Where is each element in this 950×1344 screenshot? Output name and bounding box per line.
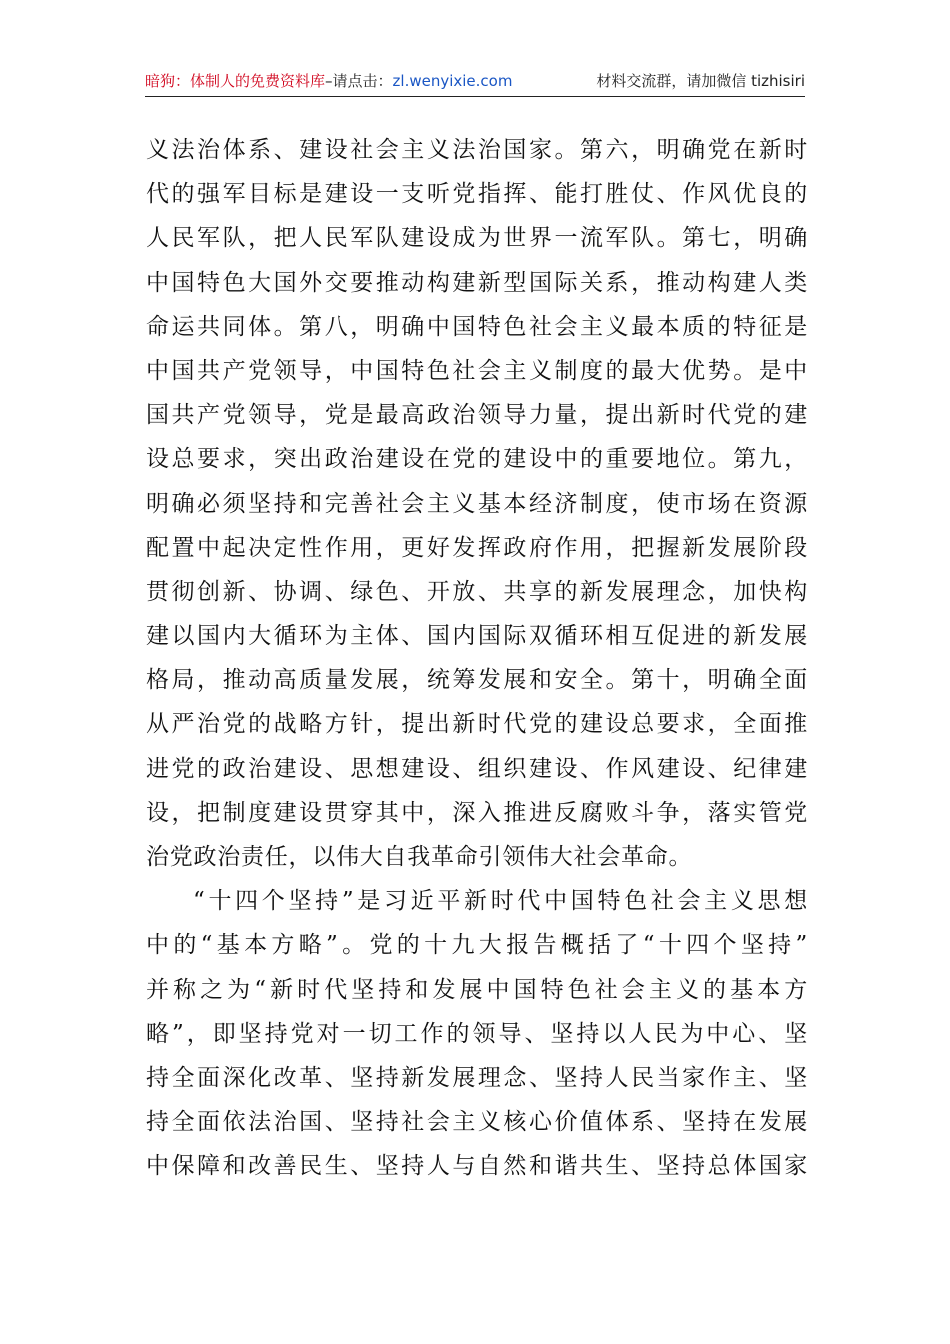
- text-line: 进党的政治建设、思想建设、组织建设、作风建设、纪律建: [146, 755, 808, 782]
- text-line-paragraph-end: 治党政治责任，以伟大自我革命引领伟大社会革命。: [146, 844, 693, 870]
- text-line: 明确必须坚持和完善社会主义基本经济制度，使市场在资源: [146, 490, 808, 517]
- text-line: 持全面深化改革、坚持新发展理念、坚持人民当家作主、坚: [146, 1064, 808, 1091]
- document-body: [146, 128, 808, 1189]
- click-prompt: –请点击：: [325, 72, 393, 90]
- text-line: 代的强军目标是建设一支听党指挥、能打胜仗、作风优良的: [146, 181, 808, 208]
- text-line: 并称之为“新时代坚持和发展中国特色社会主义的基本方: [146, 976, 808, 1003]
- site-url-link[interactable]: zl.wenyixie.com: [392, 72, 513, 90]
- text-line: 格局，推动高质量发展，统筹发展和安全。第十，明确全面: [146, 667, 808, 694]
- text-line: 中的“基本方略”。党的十九大报告概括了“十四个坚持”: [146, 932, 808, 959]
- header-left: [145, 70, 512, 92]
- text-line: 从严治党的战略方针，提出新时代党的建设总要求，全面推: [146, 711, 808, 738]
- text-line: 略”，即坚持党对一切工作的领导、坚持以人民为中心、坚: [146, 1020, 808, 1047]
- page-header: [145, 70, 805, 97]
- text-line: 中保障和改善民生、坚持人与自然和谐共生、坚持总体国家: [146, 1153, 808, 1180]
- wechat-note: 材料交流群，请加微信 tizhisiri: [596, 72, 805, 90]
- text-line: 设总要求，突出政治建设在党的建设中的重要地位。第九，: [146, 446, 808, 473]
- text-line: 中国特色大国外交要推动构建新型国际关系，推动构建人类: [146, 269, 808, 296]
- text-line: 持全面依法治国、坚持社会主义核心价值体系、坚持在发展: [146, 1109, 808, 1136]
- text-line: 中国共产党领导，中国特色社会主义制度的最大优势。是中: [146, 357, 808, 384]
- text-line: 配置中起决定性作用，更好发挥政府作用，把握新发展阶段: [146, 534, 808, 561]
- text-line: 命运共同体。第八，明确中国特色社会主义最本质的特征是: [146, 313, 808, 340]
- text-line: 国共产党领导，党是最高政治领导力量，提出新时代党的建: [146, 402, 808, 429]
- text-line-paragraph-start: “十四个坚持”是习近平新时代中国特色社会主义思想: [193, 888, 808, 915]
- text-line: 义法治体系、建设社会主义法治国家。第六，明确党在新时: [146, 137, 808, 163]
- site-name: 暗狗：体制人的免费资料库: [145, 72, 326, 90]
- text-line: 贯彻创新、协调、绿色、开放、共享的新发展理念，加快构: [146, 578, 808, 605]
- text-line: 建以国内大循环为主体、国内国际双循环相互促进的新发展: [146, 623, 808, 650]
- text-line: 人民军队，把人民军队建设成为世界一流军队。第七，明确: [146, 225, 808, 252]
- text-line: 设，把制度建设贯穿其中，深入推进反腐败斗争，落实管党: [146, 799, 808, 826]
